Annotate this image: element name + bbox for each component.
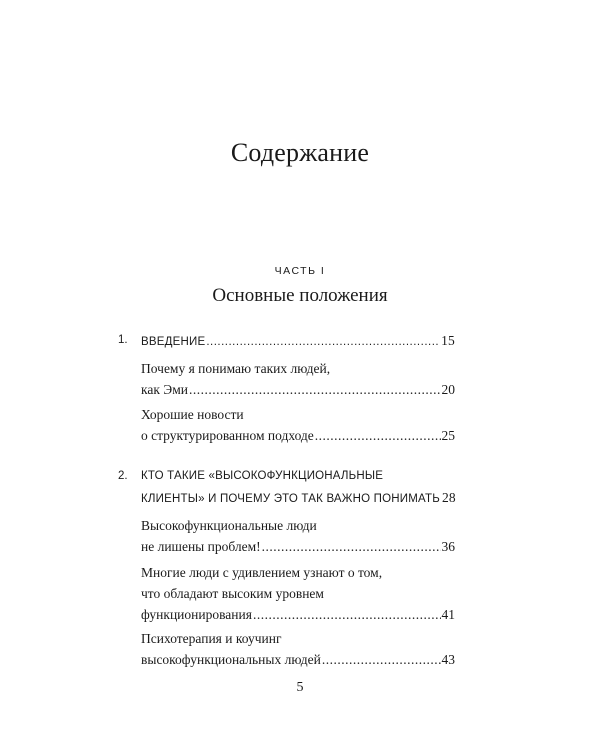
chapter-title: ВВЕДЕНИЕ [141,336,206,348]
section-title-line: что обладают высоким уровнем [141,586,324,601]
chapter-title-line: КЛИЕНТЫ» И ПОЧЕМУ ЭТО ТАК ВАЖНО ПОНИМАТЬ [141,493,440,505]
page-ref: 41 [441,607,455,622]
section-title-line: функционирования [141,607,252,622]
part-label: ЧАСТЬ I [274,265,326,277]
chapter-number: 1. [118,334,128,346]
toc-section-entry[interactable] [141,358,455,400]
toc-section-entry[interactable] [141,404,455,446]
toc-title: Содержание [230,138,370,167]
page-ref: 25 [441,428,455,443]
section-title-line: о структурированном подходе [141,428,314,443]
page-ref: 15 [441,333,455,348]
section-title-line: не лишены проблем! [141,539,261,554]
section-title-line: Многие люди с удивлением узнают о том, [141,565,383,580]
chapter-title-line: КТО ТАКИЕ «ВЫСОКОФУНКЦИОНАЛЬНЫЕ [141,470,384,482]
dot-leader [322,649,441,670]
section-title-line: высокофункциональных людей [141,652,321,667]
dot-leader [206,332,440,353]
toc-section-entry[interactable] [141,562,455,625]
section-title-line: Хорошие новости [141,407,244,422]
page-ref: 20 [441,382,455,397]
section-title-line: Высокофункциональные люди [141,518,317,533]
dot-leader [262,536,441,557]
toc-chapter-entry[interactable] [141,330,455,353]
dot-leader [189,379,441,400]
dot-leader [253,604,441,625]
toc-section-entry[interactable] [141,515,455,557]
toc-section-entry[interactable] [141,628,455,670]
chapter-number: 2. [118,470,128,482]
page-number: 5 [296,680,304,695]
page-ref: 36 [441,539,455,554]
section-title-line: как Эми [141,382,188,397]
page-ref: 43 [441,652,455,667]
page-ref: 28 [441,490,456,505]
part-title: Основные положения [212,285,388,306]
section-title-line: Психотерапия и коучинг [141,631,282,646]
section-title-line: Почему я понимаю таких людей, [141,361,331,376]
dot-leader [315,425,441,446]
toc-chapter-entry[interactable] [141,466,455,510]
